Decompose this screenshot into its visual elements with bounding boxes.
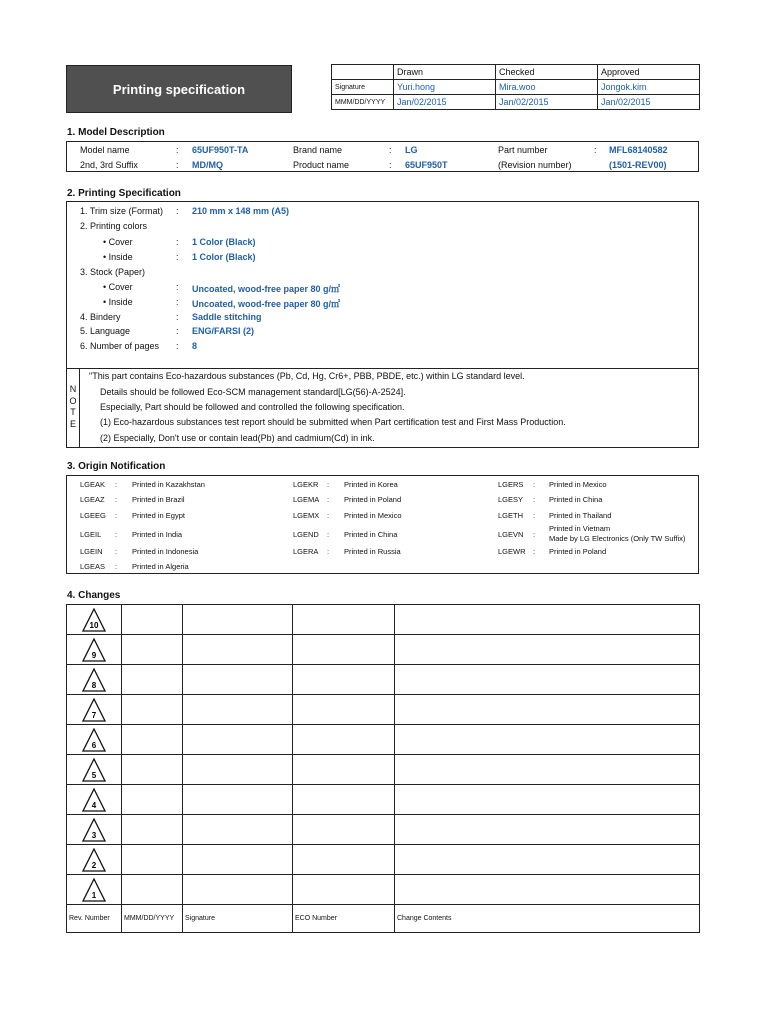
part-number-label: Part number: [498, 145, 548, 155]
content-cell: [395, 755, 700, 785]
changes-table: [66, 604, 700, 933]
signature-cell: [183, 815, 293, 845]
model-name-value: 65UF950T-TA: [192, 145, 249, 155]
spec-label: 6. Number of pages: [80, 341, 160, 351]
note-line: "This part contains Eco-hazardous substances (Pb, Cd, Hg, Cr6+, PBB, PBDE, etc.) within LG standard level.: [89, 371, 525, 381]
colon: :: [176, 145, 179, 155]
change-row: [67, 725, 700, 755]
colon: :: [327, 530, 330, 539]
origin-code: LGETH: [498, 511, 524, 520]
revision-number: 7: [91, 710, 97, 720]
note-line: Details should be followed Eco-SCM management standard[LG(56)-A-2524].: [100, 387, 406, 397]
note-line: (2) Especially, Don't use or contain lead(Pb) and cadmium(Cd) in ink.: [100, 433, 375, 443]
origin-section-title: 3. Origin Notification: [67, 461, 166, 472]
change-row: [67, 785, 700, 815]
signature-label: Signature: [332, 80, 394, 95]
content-cell: [395, 635, 700, 665]
colon: :: [176, 341, 179, 351]
changes-footer-row: [67, 905, 700, 933]
colon: :: [327, 480, 330, 489]
colon: :: [115, 530, 118, 539]
revision-triangle-icon: [82, 638, 106, 662]
colon: :: [115, 480, 118, 489]
trim-size-value: 210 mm x 148 mm (A5): [192, 206, 290, 216]
brand-label: Brand name: [293, 145, 343, 155]
date-cell: [122, 845, 183, 875]
page-title: Printing specification: [66, 65, 292, 113]
approved-date: Jan/02/2015: [598, 95, 700, 110]
signature-header: Signature: [183, 905, 293, 933]
approval-table: [331, 64, 700, 110]
colon: :: [176, 326, 179, 336]
note-letter: N: [69, 384, 77, 394]
rev-number-header: Rev. Number: [67, 905, 122, 933]
spec-label: 1. Trim size (Format): [80, 206, 164, 216]
product-name-value: 65UF950T: [405, 160, 448, 170]
revision-number: 8: [91, 680, 97, 690]
origin-code: LGEEG: [80, 511, 106, 520]
date-label: MMM/DD/YYYY: [332, 95, 394, 110]
content-cell: [395, 875, 700, 905]
checked-signature: Mira.woo: [496, 80, 598, 95]
signature-cell: [183, 875, 293, 905]
origin-code: LGEAK: [80, 480, 106, 489]
date-cell: [122, 635, 183, 665]
origin-text: Printed in Russia: [344, 547, 401, 556]
changes-section-title: 4. Changes: [67, 590, 121, 601]
eco-cell: [293, 605, 395, 635]
origin-code: LGESY: [498, 495, 524, 504]
signature-cell: [183, 785, 293, 815]
note-letter: T: [70, 407, 76, 417]
rev-cell: [67, 605, 122, 635]
origin-code: LGEMX: [293, 511, 320, 520]
revision-number: 1: [91, 890, 97, 900]
printing-spec-box: [66, 201, 699, 369]
revision-triangle-icon: [82, 788, 106, 812]
cover-color-value: 1 Color (Black): [192, 237, 256, 247]
rev-cell: [67, 695, 122, 725]
date-cell: [122, 755, 183, 785]
signature-cell: [183, 605, 293, 635]
cover-stock-value: Uncoated, wood-free paper 80 g/㎡: [192, 284, 341, 294]
change-row: [67, 635, 700, 665]
origin-code: LGEAS: [80, 562, 106, 571]
drawn-header: Drawn: [394, 65, 496, 80]
drawn-date: Jan/02/2015: [394, 95, 496, 110]
colon: :: [327, 511, 330, 520]
eco-cell: [293, 845, 395, 875]
origin-text: Printed in China: [344, 530, 398, 539]
eco-cell: [293, 665, 395, 695]
colon: :: [176, 160, 179, 170]
revision-triangle-icon: [82, 698, 106, 722]
content-cell: [395, 605, 700, 635]
revision-number: 2: [91, 860, 97, 870]
origin-text: Printed in Mexico: [344, 511, 402, 520]
eco-cell: [293, 635, 395, 665]
change-row: [67, 845, 700, 875]
suffix-value: MD/MQ: [192, 160, 223, 170]
brand-value: LG: [405, 145, 418, 155]
signature-cell: [183, 755, 293, 785]
note-line: Especially, Part should be followed and controlled the following specification.: [100, 402, 405, 412]
rev-cell: [67, 785, 122, 815]
origin-text: Printed in Vietnam: [549, 524, 611, 533]
origin-text: Printed in Thailand: [549, 511, 612, 520]
colon: :: [115, 547, 118, 556]
spec-label: • Cover: [103, 282, 133, 292]
colon: :: [176, 252, 179, 262]
eco-cell: [293, 875, 395, 905]
origin-text: Printed in Brazil: [132, 495, 185, 504]
change-row: [67, 815, 700, 845]
content-cell: [395, 845, 700, 875]
revision-number: 10: [89, 620, 99, 630]
content-cell: [395, 785, 700, 815]
approval-corner: [332, 65, 394, 80]
origin-text: Printed in Poland: [344, 495, 402, 504]
note-letter: E: [69, 419, 76, 429]
colon: :: [533, 511, 536, 520]
inside-color-value: 1 Color (Black): [192, 252, 256, 262]
eco-cell: [293, 695, 395, 725]
colon: :: [176, 237, 179, 247]
checked-date: Jan/02/2015: [496, 95, 598, 110]
content-cell: [395, 695, 700, 725]
rev-cell: [67, 665, 122, 695]
drawn-signature: Yuri.hong: [394, 80, 496, 95]
signature-cell: [183, 845, 293, 875]
language-value: ENG/FARSI (2): [192, 326, 255, 336]
date-cell: [122, 785, 183, 815]
revision-triangle-icon: [82, 608, 106, 632]
revision-triangle-icon: [82, 818, 106, 842]
revision-number: 6: [91, 740, 97, 750]
date-cell: [122, 695, 183, 725]
pages-value: 8: [192, 341, 198, 351]
spec-label: 5. Language: [80, 326, 131, 336]
rev-cell: [67, 725, 122, 755]
origin-code: LGEND: [293, 530, 319, 539]
suffix-label: 2nd, 3rd Suffix: [80, 160, 138, 170]
revision-triangle-icon: [82, 668, 106, 692]
revision-number: 9: [91, 650, 97, 660]
spec-label: 4. Bindery: [80, 312, 121, 322]
approved-header: Approved: [598, 65, 700, 80]
origin-text: Printed in Korea: [344, 480, 398, 489]
rev-cell: [67, 635, 122, 665]
origin-code: LGEWR: [498, 547, 526, 556]
colon: :: [327, 495, 330, 504]
spec-label: 2. Printing colors: [80, 221, 148, 231]
revision-triangle-icon: [82, 848, 106, 872]
change-row: [67, 755, 700, 785]
origin-text: Printed in Indonesia: [132, 547, 199, 556]
checked-header: Checked: [496, 65, 598, 80]
product-name-label: Product name: [293, 160, 350, 170]
eco-cell: [293, 785, 395, 815]
origin-text: Printed in Poland: [549, 547, 607, 556]
change-row: [67, 695, 700, 725]
colon: :: [533, 530, 536, 539]
inside-stock-value: Uncoated, wood-free paper 80 g/㎡: [192, 299, 341, 309]
origin-text: Printed in China: [549, 495, 603, 504]
content-cell: [395, 815, 700, 845]
spec-label: • Inside: [103, 297, 133, 307]
origin-code: LGERA: [293, 547, 319, 556]
spec-label: • Inside: [103, 252, 133, 262]
bindery-value: Saddle stitching: [192, 312, 262, 322]
origin-text: Printed in Egypt: [132, 511, 185, 520]
colon: :: [115, 495, 118, 504]
change-row: [67, 665, 700, 695]
change-row: [67, 875, 700, 905]
date-header: MMM/DD/YYYY: [122, 905, 183, 933]
colon: :: [176, 206, 179, 216]
eco-number-header: ECO Number: [293, 905, 395, 933]
eco-cell: [293, 815, 395, 845]
origin-notification-box: [66, 475, 699, 574]
colon: :: [533, 495, 536, 504]
rev-cell: [67, 875, 122, 905]
colon: :: [115, 562, 118, 571]
spec-section-title: 2. Printing Specification: [67, 188, 181, 199]
revision-triangle-icon: [82, 878, 106, 902]
spec-label: 3. Stock (Paper): [80, 267, 146, 277]
colon: :: [594, 145, 597, 155]
revision-triangle-icon: [82, 758, 106, 782]
origin-code: LGEVN: [498, 530, 524, 539]
date-cell: [122, 665, 183, 695]
eco-cell: [293, 755, 395, 785]
rev-cell: [67, 845, 122, 875]
origin-code: LGEAZ: [80, 495, 105, 504]
origin-code: LGEKR: [293, 480, 319, 489]
colon: :: [176, 282, 179, 292]
colon: :: [533, 480, 536, 489]
revision-value: (1501-REV00): [609, 160, 667, 170]
revision-number: 4: [91, 800, 97, 810]
change-contents-header: Change Contents: [395, 905, 700, 933]
note-box: [66, 369, 699, 448]
revision-label: (Revision number): [498, 160, 572, 170]
date-cell: [122, 725, 183, 755]
model-name-label: Model name: [80, 145, 130, 155]
model-section-title: 1. Model Description: [67, 127, 165, 138]
origin-code: LGEIN: [80, 547, 103, 556]
date-cell: [122, 875, 183, 905]
colon: :: [176, 312, 179, 322]
model-description-box: [66, 141, 699, 172]
origin-text: Printed in Algeria: [132, 562, 189, 571]
colon: :: [176, 297, 179, 307]
origin-code: LGEIL: [80, 530, 102, 539]
signature-cell: [183, 725, 293, 755]
model-row-2: [67, 158, 698, 173]
colon: :: [115, 511, 118, 520]
origin-text-secondary: Made by LG Electronics (Only TW Suffix): [549, 534, 686, 543]
note-label-column: [67, 369, 80, 447]
signature-cell: [183, 635, 293, 665]
approved-signature: Jongok.kim: [598, 80, 700, 95]
content-cell: [395, 725, 700, 755]
part-number-value: MFL68140582: [609, 145, 668, 155]
colon: :: [389, 145, 392, 155]
eco-cell: [293, 725, 395, 755]
origin-text: Printed in India: [132, 530, 183, 539]
origin-code: LGEMA: [293, 495, 320, 504]
revision-number: 5: [91, 770, 97, 780]
signature-cell: [183, 665, 293, 695]
change-row: [67, 605, 700, 635]
content-cell: [395, 665, 700, 695]
revision-triangle-icon: [82, 728, 106, 752]
signature-cell: [183, 695, 293, 725]
date-cell: [122, 815, 183, 845]
revision-number: 3: [91, 830, 97, 840]
date-cell: [122, 605, 183, 635]
colon: :: [533, 547, 536, 556]
origin-code: LGERS: [498, 480, 524, 489]
rev-cell: [67, 815, 122, 845]
colon: :: [389, 160, 392, 170]
rev-cell: [67, 755, 122, 785]
colon: :: [327, 547, 330, 556]
model-row-1: [67, 143, 698, 158]
spec-label: • Cover: [103, 237, 133, 247]
origin-text: Printed in Mexico: [549, 480, 607, 489]
note-letter: O: [69, 396, 77, 406]
note-line: (1) Eco-hazardous substances test report should be submitted when Part certification test and First Mass Production.: [100, 417, 566, 427]
origin-text: Printed in Kazakhstan: [132, 480, 205, 489]
